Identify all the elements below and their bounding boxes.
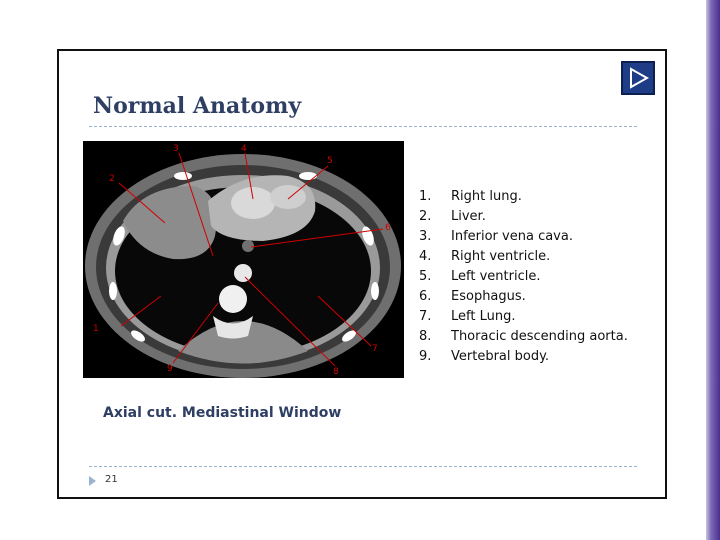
play-triangle-icon (627, 67, 649, 89)
scan-marker-9: 9 (167, 364, 173, 374)
legend-number: 3. (419, 229, 432, 244)
legend-number: 8. (419, 329, 432, 344)
legend-number: 4. (419, 249, 432, 264)
legend-label: Liver. (451, 209, 486, 224)
next-slide-button[interactable] (621, 61, 655, 95)
ct-axial-slice (83, 141, 404, 378)
footer-arrow-icon (89, 476, 96, 486)
scan-marker-7: 7 (372, 344, 378, 354)
image-caption: Axial cut. Mediastinal Window (103, 405, 342, 421)
legend-item (419, 227, 628, 247)
footer-divider (89, 466, 637, 467)
legend-label: Esophagus. (451, 289, 526, 304)
scan-marker-4: 4 (241, 144, 247, 154)
slide (57, 49, 667, 499)
legend-item (419, 327, 628, 347)
scan-marker-6: 6 (385, 223, 391, 233)
legend-number: 5. (419, 269, 432, 284)
legend-item (419, 207, 628, 227)
legend-number: 7. (419, 309, 432, 324)
legend-item (419, 307, 628, 327)
legend-label: Left Lung. (451, 309, 516, 324)
ct-scan-image (83, 141, 404, 378)
legend-number: 2. (419, 209, 432, 224)
page-number: 21 (105, 474, 118, 485)
legend-item (419, 347, 628, 367)
legend-label: Vertebral body. (451, 349, 550, 364)
legend-item (419, 267, 628, 287)
legend-label: Right ventricle. (451, 249, 551, 264)
legend-item (419, 187, 628, 207)
decorative-side-strip (706, 0, 720, 540)
scan-marker-5: 5 (327, 156, 333, 166)
legend-label: Left ventricle. (451, 269, 541, 284)
slide-title: Normal Anatomy (93, 93, 302, 119)
legend-label: Right lung. (451, 189, 522, 204)
legend-label: Thoracic descending aorta. (451, 329, 628, 344)
scan-marker-1: 1 (93, 324, 99, 334)
legend-item (419, 247, 628, 267)
legend-number: 6. (419, 289, 432, 304)
legend-label: Inferior vena cava. (451, 229, 573, 244)
legend-item (419, 287, 628, 307)
legend-number: 1. (419, 189, 432, 204)
anatomy-legend (419, 187, 628, 367)
scan-marker-3: 3 (173, 144, 179, 154)
scan-marker-8: 8 (333, 367, 339, 377)
legend-number: 9. (419, 349, 432, 364)
title-divider (89, 126, 637, 127)
scan-marker-2: 2 (109, 174, 115, 184)
